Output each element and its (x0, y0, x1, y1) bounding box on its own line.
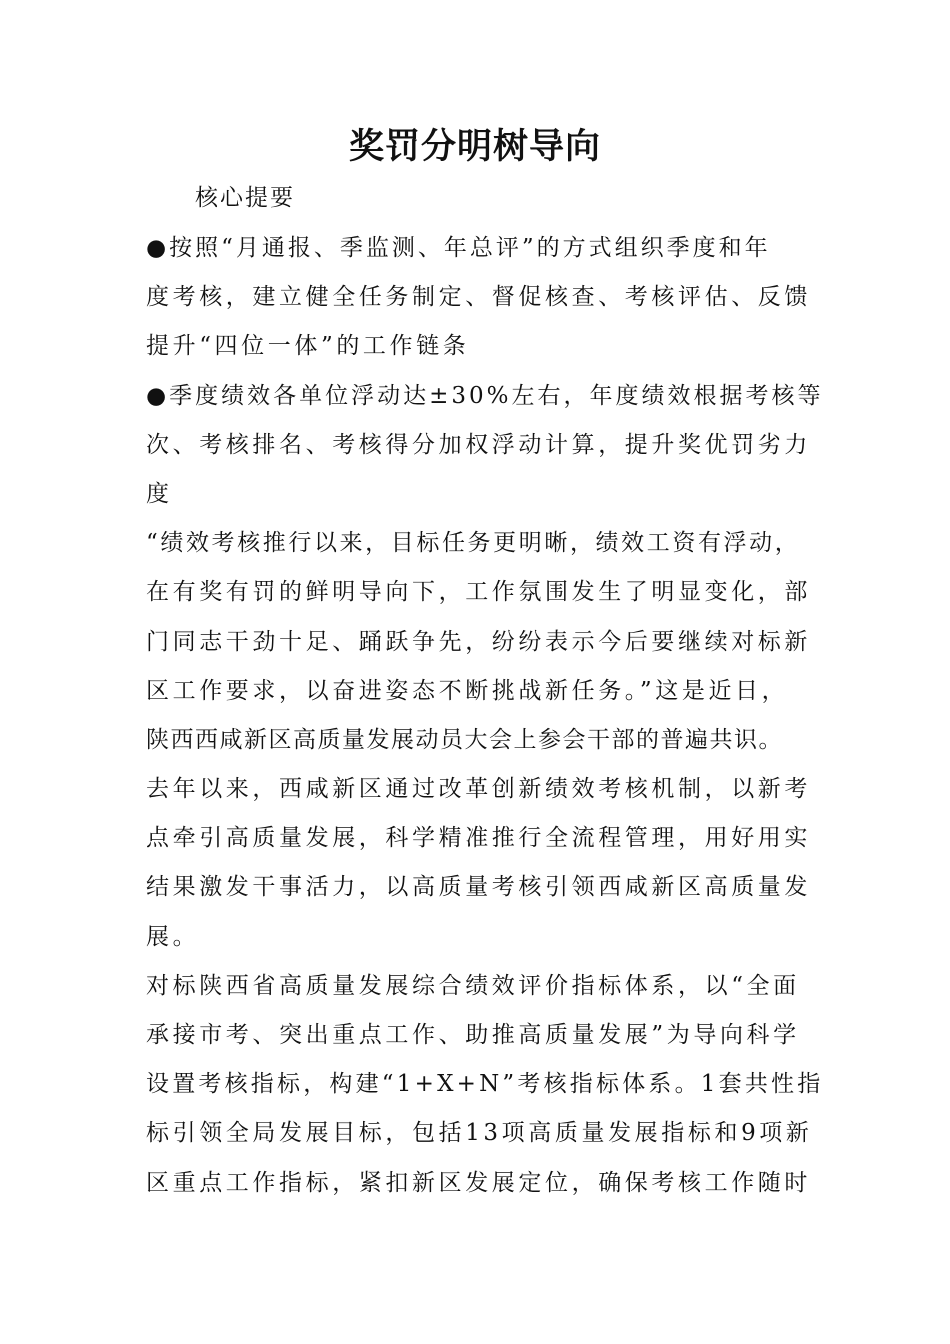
body-line: 陕西西咸新区高质量发展动员大会上参会干部的普遍共识。 (146, 726, 783, 753)
body-line: 区工作要求，以奋进姿态不断挑战新任务。”这是近日， (146, 677, 789, 704)
body-line: 度考核，建立健全任务制定、督促核查、考核评估、反馈 (146, 284, 811, 311)
document-subtitle: 核心提要 (195, 185, 295, 211)
body-line: 在有奖有罚的鲜明导向下，工作氛围发生了明显变化，部 (146, 579, 811, 606)
body-line: 度 (146, 480, 173, 507)
body-line: 设置考核指标，构建“1+X+N”考核指标体系。1套共性指 (146, 1071, 824, 1098)
body-line: ●按照“月通报、季监测、年总评”的方式组织季度和年 (146, 235, 771, 261)
body-line: 次、考核排名、考核得分加权浮动计算，提升奖优罚劣力 (146, 431, 811, 458)
body-line: 对标陕西省高质量发展综合绩效评价指标体系，以“全面 (146, 972, 800, 999)
body-line: 展。 (146, 923, 200, 950)
body-line: 承接市考、突出重点工作、助推高质量发展”为导向科学 (146, 1022, 800, 1048)
body-line: “绩效考核推行以来，目标任务更明晰，绩效工资有浮动， (146, 530, 801, 557)
body-line: 结果激发干事活力，以高质量考核引领西咸新区高质量发 (146, 874, 811, 901)
body-line: 点牵引高质量发展，科学精准推行全流程管理，用好用实 (146, 825, 811, 852)
body-line: 提升“四位一体”的工作链条 (146, 333, 470, 360)
body-line: ●季度绩效各单位浮动达±30%左右，年度绩效根据考核等 (146, 382, 824, 409)
body-line: 去年以来，西咸新区通过改革创新绩效考核机制，以新考 (146, 776, 811, 803)
document-title: 奖罚分明树导向 (348, 126, 601, 167)
document-body (146, 228, 824, 1212)
body-line: 标引领全局发展目标，包括13项高质量发展指标和9项新 (146, 1120, 813, 1147)
body-line: 区重点工作指标，紧扣新区发展定位，确保考核工作随时 (146, 1169, 811, 1196)
body-line: 门同志干劲十足、踊跃争先，纷纷表示今后要继续对标新 (146, 628, 811, 655)
